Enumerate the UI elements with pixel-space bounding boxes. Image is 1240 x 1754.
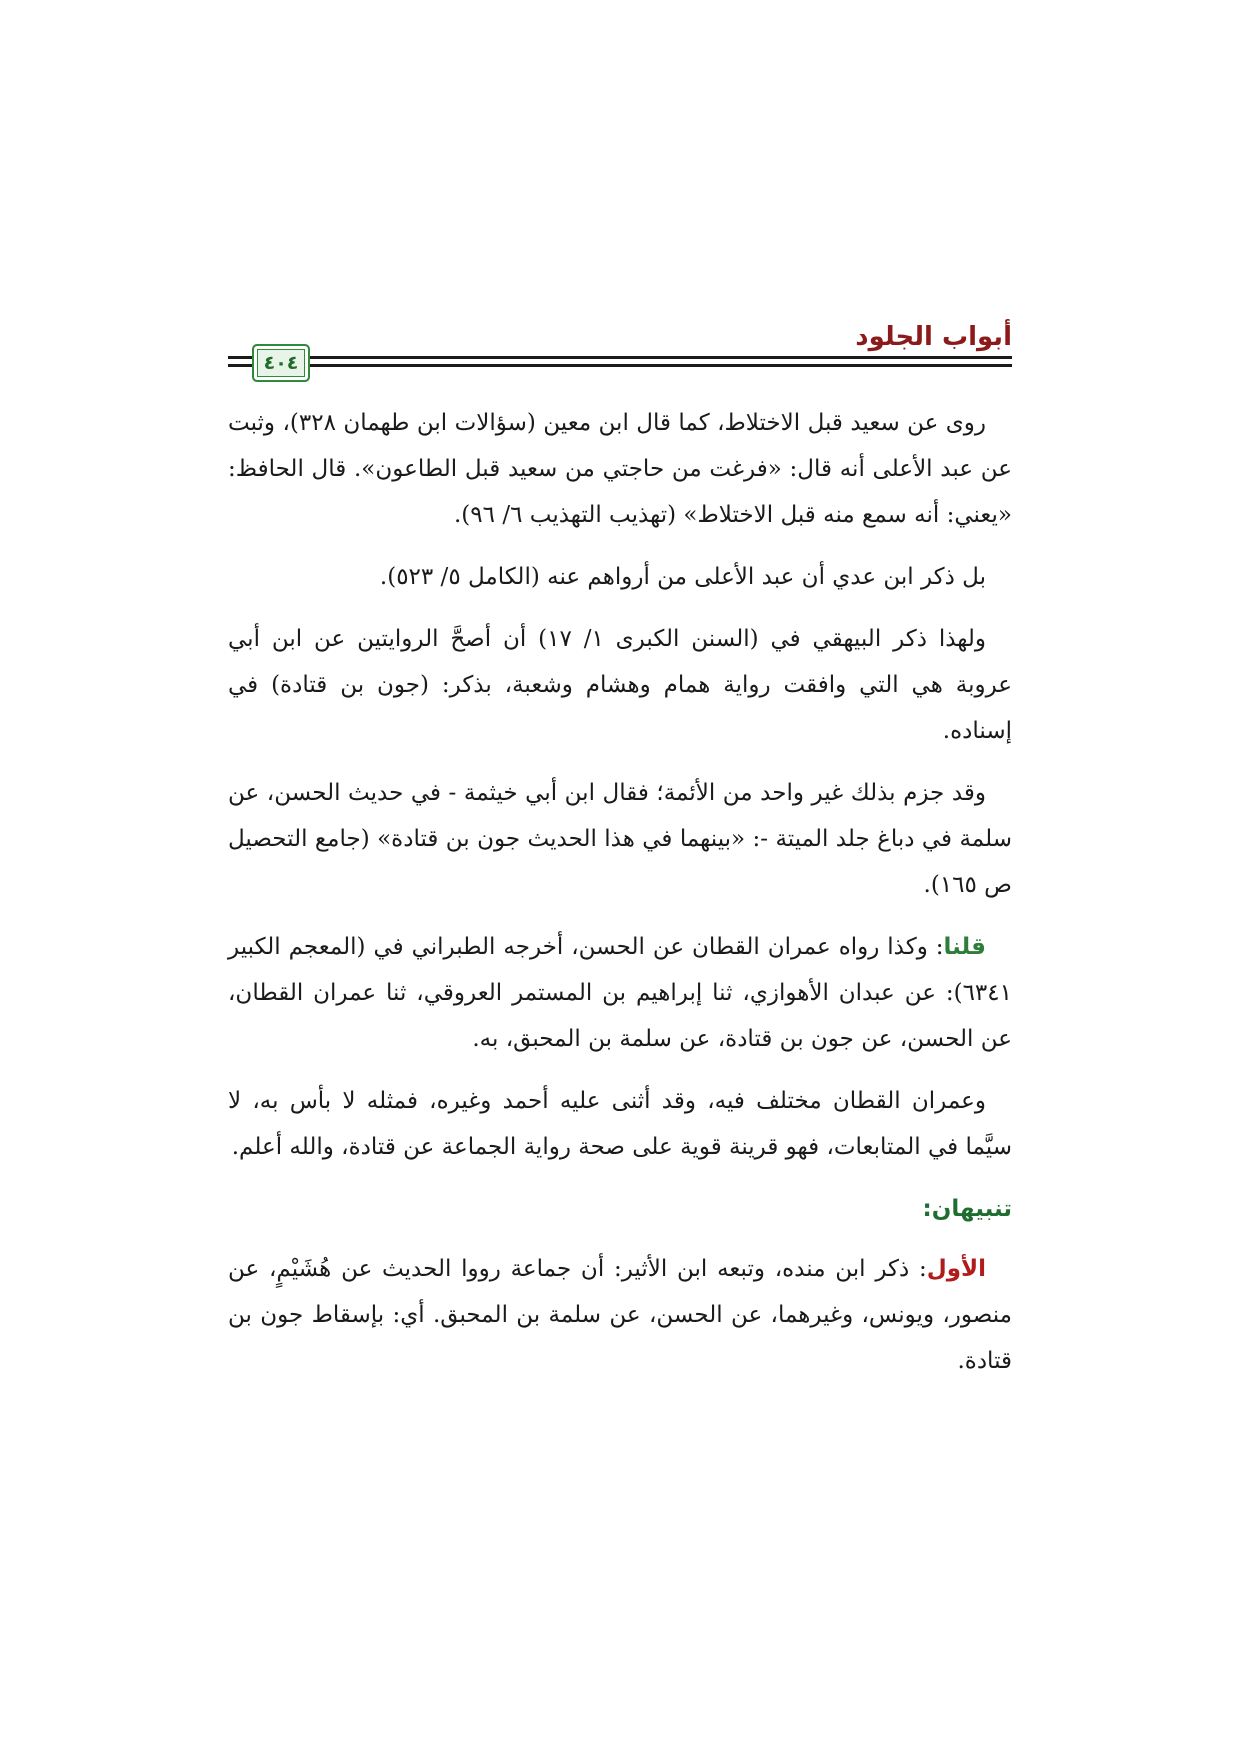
- paragraph: [228, 1078, 1012, 1170]
- page-header: [228, 320, 1012, 382]
- paragraph: [228, 554, 1012, 600]
- header-rule-top: [228, 356, 1012, 359]
- section-heading: تنبيهان:: [922, 1196, 1012, 1222]
- paragraph-text: وقد جزم بذلك غير واحد من الأئمة؛ فقال ابن أبي خيثمة - في حديث الحسن، عن سلمة في دباغ جلد الميتة -: «بينهما في هذا الحديث جون بن قتادة» (جامع التحصيل ص ١٦٥).: [228, 780, 1012, 898]
- paragraph-text: ولهذا ذكر البيهقي في (السنن الكبرى ١/ ١٧) أن أصحَّ الروايتين عن ابن أبي عروبة هي التي وافقت رواية همام وهشام وشعبة، بذكر: (جون بن قتادة) في إسناده.: [228, 626, 1012, 744]
- paragraph-lead-word: الأول: [926, 1256, 986, 1282]
- paragraph: [228, 400, 1012, 538]
- paragraph: [228, 924, 1012, 1062]
- paragraph: [228, 616, 1012, 754]
- header-rule-bottom: [228, 364, 1012, 367]
- paragraph-text: روى عن سعيد قبل الاختلاط، كما قال ابن معين (سؤالات ابن طهمان ٣٢٨)، وثبت عن عبد الأعلى أنه قال: «فرغت من حاجتي من سعيد قبل الطاعون». قال الحافظ: «يعني: أنه سمع منه قبل الاختلاط» (تهذيب التهذيب ٦/ ٩٦).: [228, 410, 1012, 528]
- paragraph-text: : ذكر ابن منده، وتبعه ابن الأثير: أن جماعة رووا الحديث عن هُشَيْمٍ، عن منصور، ويونس، وغيرهما، عن الحسن، عن سلمة بن المحبق. أي: بإسقاط جون بن قتادة.: [228, 1256, 1012, 1374]
- page-number: ٤٠٤: [263, 352, 299, 374]
- paragraph-lead-word: قلنا: [943, 934, 986, 960]
- chapter-title: أبواب الجلود: [855, 322, 1012, 352]
- page-number-badge: [252, 344, 310, 382]
- paragraph: [228, 1246, 1012, 1384]
- paragraph-text: : وكذا رواه عمران القطان عن الحسن، أخرجه الطبراني في (المعجم الكبير ٦٣٤١): عن عبدان الأهوازي، ثنا إبراهيم بن المستمر العروقي، ثنا عمران القطان، عن الحسن، عن جون بن قتادة، عن سلمة بن المحبق، به.: [228, 934, 1012, 1052]
- paragraph-text: بل ذكر ابن عدي أن عبد الأعلى من أرواهم عنه (الكامل ٥/ ٥٢٣).: [379, 564, 986, 590]
- paragraph-text: وعمران القطان مختلف فيه، وقد أثنى عليه أحمد وغيره، فمثله لا بأس به، لا سيَّما في المتابعات، فهو قرينة قوية على صحة رواية الجماعة عن قتادة، والله أعلم.: [228, 1088, 1012, 1160]
- page-body: [228, 400, 1012, 1400]
- paragraph: [228, 770, 1012, 908]
